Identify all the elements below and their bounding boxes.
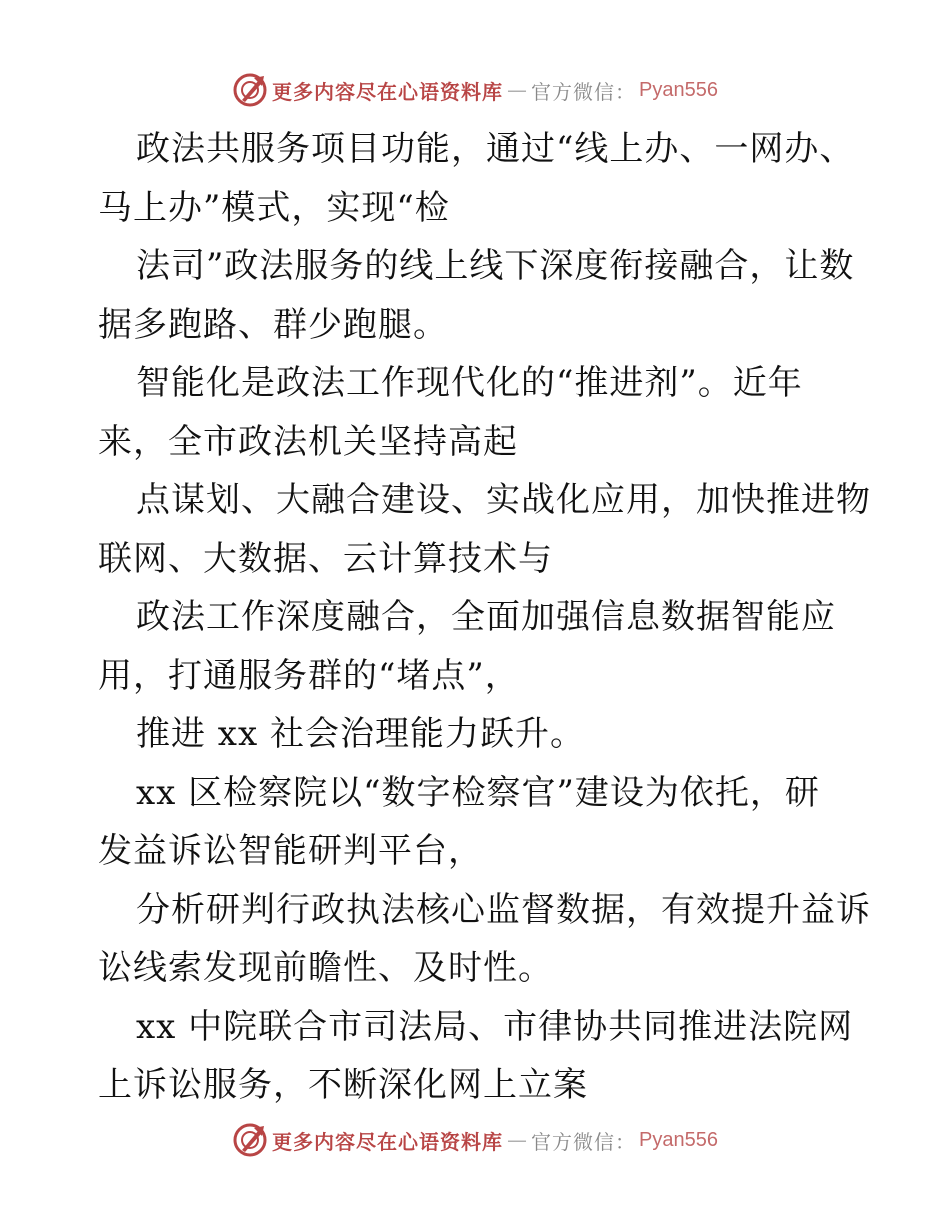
text-line: 法司”政法服务的线上线下深度衔接融合，让数	[136, 246, 855, 286]
banner-wechat-label: 官方微信	[531, 79, 616, 104]
banner-separator: ：	[615, 79, 636, 104]
banner-title: 更多内容尽在心语资料库	[272, 79, 504, 104]
banner-dash: —	[507, 1128, 528, 1152]
text-line: 联网、大数据、云计算技术与	[98, 538, 553, 579]
banner-wechat-label: 官方微信	[531, 1129, 616, 1154]
text-line: 马上办”模式，实现“检	[98, 187, 450, 228]
text-line: 来，全市政法机关坚持高起	[98, 421, 518, 462]
text-line: 点谋划、大融合建设、实战化应用，加快推进物	[136, 480, 871, 520]
text-line: 讼线索发现前瞻性、及时性。	[98, 948, 553, 988]
header-banner	[0, 70, 950, 110]
document-body	[98, 120, 871, 1115]
banner-separator: ：	[615, 1129, 636, 1154]
text-line: 分析研判行政执法核心监督数据，有效提升益诉	[136, 889, 871, 930]
text-line: 发益诉讼智能研判平台，	[98, 831, 483, 871]
text-line: 用，打通服务群的“堵点”，	[98, 655, 520, 696]
text-line: 政法工作深度融合，全面加强信息数据智能应	[136, 597, 836, 637]
text-line: 智能化是政法工作现代化的“推进剂”。近年	[136, 363, 803, 403]
logo-icon	[232, 72, 268, 108]
banner-wechat-id: Pyan556	[639, 78, 718, 101]
footer-banner	[0, 1120, 950, 1160]
text-line: 政法共服务项目功能，通过“线上办、一网办、	[136, 129, 855, 169]
banner-dash: —	[507, 78, 528, 102]
logo-icon	[232, 1122, 268, 1158]
text-line: 据多跑路、群少跑腿。	[98, 304, 448, 345]
banner-title: 更多内容尽在心语资料库	[272, 1129, 504, 1154]
text-line: 推进 xx 社会治理能力跃升。	[136, 714, 585, 754]
text-line: 上诉讼服务，不断深化网上立案	[98, 1065, 588, 1105]
text-line: xx 中院联合市司法局、市律协共同推进法院网	[136, 1006, 854, 1047]
text-line: xx 区检察院以“数字检察官”建设为依托，研	[136, 772, 820, 813]
banner-wechat-id: Pyan556	[639, 1128, 718, 1151]
